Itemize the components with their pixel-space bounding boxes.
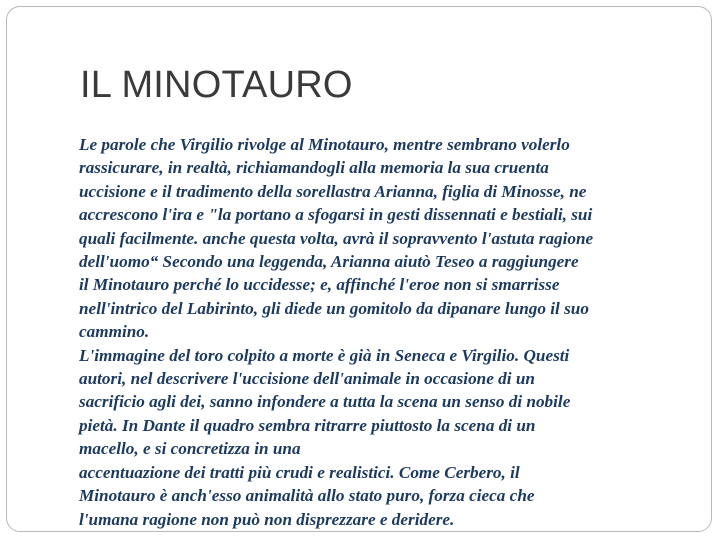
body-line: accentuazione dei tratti più crudi e realistici. Come Cerbero, il bbox=[79, 462, 520, 482]
body-line: l'umana ragione non può non disprezzare e deridere. bbox=[79, 509, 455, 529]
slide-title: IL MINOTAURO bbox=[80, 64, 353, 106]
body-line: macello, e si concretizza in una bbox=[79, 439, 301, 459]
body-line: cammino. bbox=[79, 322, 150, 342]
body-line: dell'uomo“ Secondo una leggenda, Arianna aiutò Teseo a raggiungere bbox=[79, 252, 579, 272]
body-line: il Minotauro perché lo uccidesse; e, affinché l'eroe non si smarrisse bbox=[79, 275, 560, 295]
body-line: Le parole che Virgilio rivolge al Minotauro, mentre sembrano volerlo bbox=[79, 135, 570, 154]
body-line: pietà. In Dante il quadro sembra ritrarre piuttosto la scena di un bbox=[79, 415, 536, 435]
slide-body-text bbox=[79, 133, 699, 531]
body-line: sacrificio agli dei, sanno infondere a tutta la scena un senso di nobile bbox=[79, 392, 571, 412]
body-line: quali facilmente. anche questa volta, avrà il sopravvento l'astuta ragione bbox=[79, 228, 594, 248]
body-line: uccisione e il tradimento della sorellastra Arianna, figlia di Minosse, ne bbox=[79, 181, 587, 201]
body-line: Minotauro è anch'esso animalità allo stato puro, forza cieca che bbox=[79, 486, 535, 506]
body-line: accrescono l'ira e "la portano a sfogarsi in gesti dissennati e bestiali, sui bbox=[79, 205, 593, 225]
body-line: L'immagine del toro colpito a morte è già in Seneca e Virgilio. Questi bbox=[79, 345, 570, 365]
body-line: nell'intrico del Labirinto, gli diede un gomitolo da dipanare lungo il suo bbox=[79, 298, 589, 318]
body-line: autori, nel descrivere l'uccisione dell'animale in occasione di un bbox=[79, 369, 535, 389]
body-line: rassicurare, in realtà, richiamandogli alla memoria la sua cruenta bbox=[79, 158, 549, 178]
slide bbox=[6, 6, 712, 532]
